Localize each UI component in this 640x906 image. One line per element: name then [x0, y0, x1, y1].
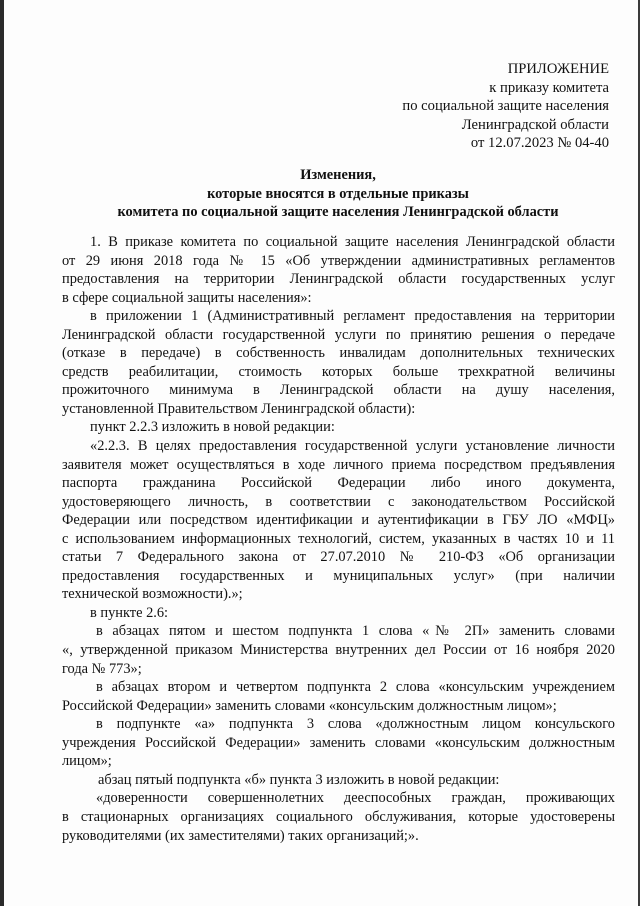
text-line: статьи 7 Федерального закона от 27.07.2010 № 210-ФЗ «Об организации — [62, 549, 615, 566]
paragraph-10 — [62, 789, 615, 845]
text-line: в стационарных организациях социального обслуживания, которые удостоверены — [62, 808, 615, 825]
text-line: Ленинградской области государственной услуги по принятию решения о передаче — [62, 326, 615, 343]
stamp-line: к приказу комитета — [489, 79, 609, 96]
document-title — [60, 166, 616, 222]
stamp-line: по социальной защите населения — [402, 98, 609, 115]
text-line: в абзацах втором и четвертом подпункта 2 слова «консульским учреждением — [96, 679, 615, 696]
text-line: в приложении 1 (Административный регламент предоставления на территории — [90, 308, 615, 325]
text-line: удостоверяющего личность, в соответствии с законодательством Российской — [62, 493, 615, 510]
text-line: «, утвержденной приказом Министерства внутренних дел России от 16 ноября 2020 — [62, 642, 615, 659]
paragraph-9 — [62, 771, 615, 790]
document-body — [62, 233, 615, 845]
title-line: которые вносятся в отдельные приказы — [207, 185, 469, 202]
appendix-stamp — [402, 60, 609, 153]
stamp-line: ПРИЛОЖЕНИЕ — [507, 61, 609, 77]
text-line: установленной Правительством Ленинградской области): — [62, 400, 416, 417]
paragraph-1 — [62, 233, 615, 307]
text-line: прожиточного минимума в Ленинградской области на душу населения, — [62, 382, 615, 399]
text-line: Федерации или посредством идентификации и аутентификации в ГБУ ЛО «МФЦ» — [62, 512, 615, 529]
paragraph-2 — [62, 307, 615, 418]
text-line: года № 773»; — [62, 660, 142, 677]
text-line: «2.2.3. В целях предоставления государственной услуги установление личности — [90, 438, 615, 455]
paragraph-4 — [62, 437, 615, 604]
text-line: пункт 2.2.3 изложить в новой редакции: — [90, 419, 335, 436]
stamp-line: Ленинградской области — [461, 116, 609, 133]
text-line: абзац пятый подпункта «б» пункта 3 изложить в новой редакции: — [98, 771, 500, 788]
stamp-line: от 12.07.2023 № 04-40 — [470, 135, 609, 152]
text-line: в абзацах пятом и шестом подпункта 1 слова «№ 2П» заменить словами — [96, 623, 615, 640]
text-line: лицом»; — [62, 753, 112, 770]
title-line: комитета по социальной защите населения Ленинградской области — [117, 204, 559, 221]
text-line: 1. В приказе комитета по социальной защите населения Ленинградской области — [90, 234, 615, 250]
text-line: «доверенности совершеннолетних дееспособных граждан, проживающих — [96, 790, 615, 807]
paragraph-8 — [62, 715, 615, 771]
paragraph-6 — [62, 622, 615, 678]
text-line: от 29 июня 2018 года № 15 «Об утверждении административных регламентов — [62, 252, 615, 269]
paragraph-3 — [62, 418, 615, 437]
text-line: (отказе в передаче) в собственность инвалидам дополнительных технических — [62, 345, 615, 362]
title-line: Изменения, — [300, 167, 376, 183]
text-line: предоставления государственных и муниципальных услуг» (при наличии — [62, 567, 615, 584]
scan-edge-left — [0, 0, 4, 906]
paragraph-5 — [62, 604, 615, 623]
text-line: в пункте 2.6: — [90, 604, 169, 621]
text-line: технической возможности).»; — [62, 586, 243, 603]
text-line: в подпункте «а» подпункта 3 слова «должностным лицом консульского — [96, 716, 615, 733]
text-line: с использованием информационных технологий, систем, указанных в частях 10 и 11 — [62, 530, 615, 547]
text-line: средств реабилитации, стоимость которых больше трехкратной величины — [62, 363, 615, 380]
text-line: Российской Федерации» заменить словами «консульским должностным лицом»; — [62, 697, 557, 714]
text-line: предоставления на территории Ленинградской области государственных услуг — [62, 271, 615, 288]
text-line: в сфере социальной защиты населения»: — [62, 289, 312, 306]
text-line: учреждения Российской Федерации» заменить словами «консульским должностным — [62, 734, 615, 751]
paragraph-7 — [62, 678, 615, 715]
text-line: руководителями (их заместителями) таких организаций;». — [62, 827, 419, 844]
text-line: заявителя может осуществляться в ходе личного приема посредством предъявления — [62, 456, 615, 473]
text-line: паспорта гражданина Российской Федерации либо иного документа, — [62, 475, 615, 492]
